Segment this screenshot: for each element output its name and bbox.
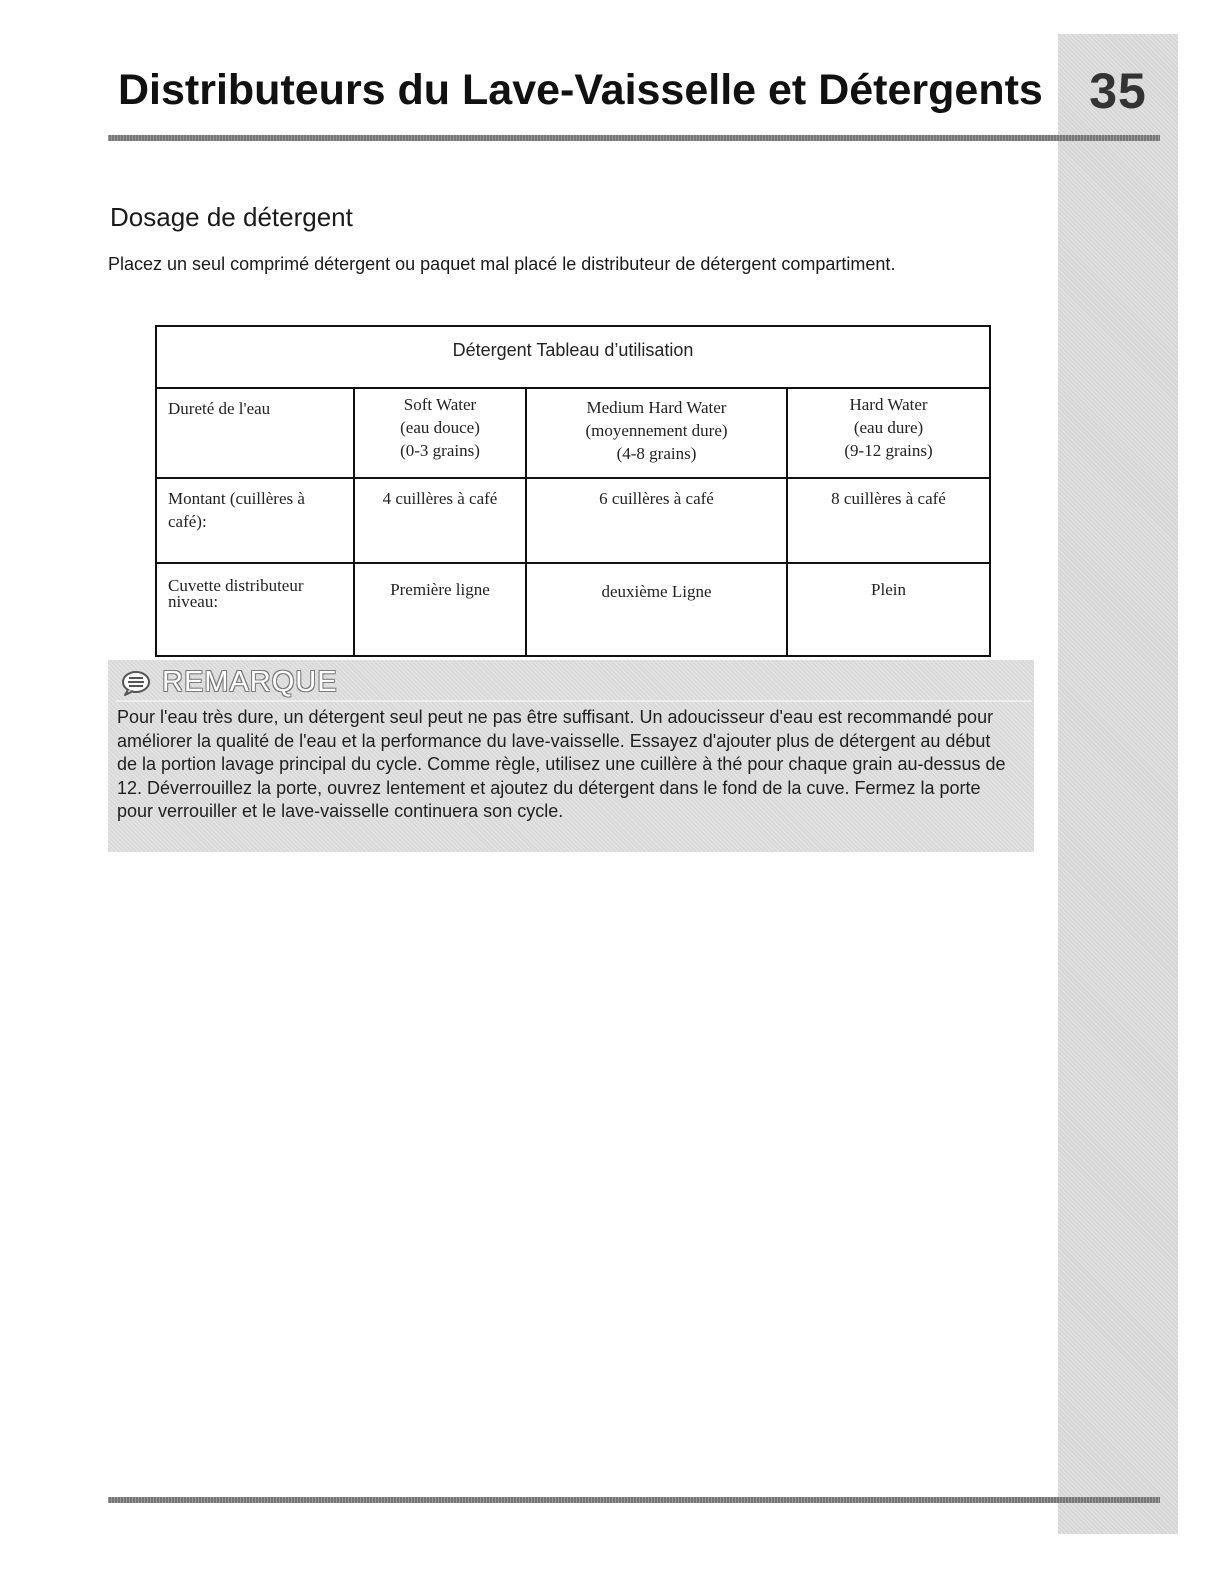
row-label-dispenser-level: Cuvette distributeur niveau:	[156, 563, 354, 656]
table-row	[156, 478, 990, 563]
section-heading: Dosage de détergent	[110, 202, 353, 232]
cell-line: (moyennement dure)	[585, 421, 728, 440]
note-text: Pour l'eau très dure, un détergent seul peut ne pas être suffisant. Un adoucisseur d'eau est recommandé pour améliorer la qualité de l'eau et la performance du lave-vaisselle. Essayez d'ajouter plus de détergent au début de la portion lavage principal du cycle. Comme règle, utilisez une cuillère à thé pour chaque grain au-dessus de 12. Déverrouillez la porte, ouvrez lentement et ajoutez du détergent dans le fond de la cuve. Fermez la porte pour verrouiller et le lave-vaisselle continuera son cycle.	[117, 707, 1006, 821]
side-band	[1058, 34, 1178, 1534]
note-heading	[120, 666, 338, 699]
cell-line: 8 cuillères à café	[831, 489, 946, 508]
cell-line: (0-3 grains)	[400, 441, 480, 460]
detergent-usage-table	[155, 325, 991, 657]
cell-level-hard	[787, 563, 990, 656]
table-caption-row	[156, 326, 990, 388]
cell-line: 4 cuillères à café	[382, 489, 498, 508]
note-title: REMARQUE	[162, 666, 338, 698]
intro-paragraph: Placez un seul comprimé détergent ou paquet mal placé le distributeur de détergent compartiment.	[108, 254, 896, 274]
page-number: 35	[1089, 63, 1147, 119]
cell-line: Medium Hard Water	[586, 398, 727, 417]
cell-line: Soft Water	[403, 395, 477, 414]
cell-soft-water	[354, 388, 526, 478]
cell-line: Première ligne	[390, 580, 490, 599]
table-caption: Détergent Tableau d’utilisation	[156, 326, 990, 388]
note-icon	[120, 669, 154, 697]
header-rule	[108, 135, 1160, 141]
cell-amount-medium	[526, 478, 787, 563]
cell-line: (eau douce)	[400, 418, 480, 437]
table-row	[156, 388, 990, 478]
cell-line: deuxième Ligne	[601, 582, 712, 601]
note-box	[108, 660, 1034, 852]
cell-medium-hard-water	[526, 388, 787, 478]
cell-amount-soft	[354, 478, 526, 563]
row-label-water-hardness: Dureté de l'eau	[156, 388, 354, 478]
cell-hard-water	[787, 388, 990, 478]
cell-line: (4-8 grains)	[616, 444, 697, 463]
note-divider	[116, 700, 1032, 702]
page-title: Distributeurs du Lave-Vaisselle et Détergents	[118, 66, 1043, 114]
cell-line: Plein	[871, 580, 906, 599]
cell-level-soft	[354, 563, 526, 656]
cell-line: 6 cuillères à café	[599, 489, 714, 508]
footer-rule	[108, 1497, 1160, 1503]
cell-line: (eau dure)	[853, 418, 924, 437]
cell-level-medium	[526, 563, 787, 656]
cell-line: (9-12 grains)	[844, 441, 933, 460]
row-label-amount: Montant (cuillères à café):	[156, 478, 354, 563]
cell-amount-hard	[787, 478, 990, 563]
cell-line: Hard Water	[849, 395, 928, 414]
table-row	[156, 563, 990, 656]
